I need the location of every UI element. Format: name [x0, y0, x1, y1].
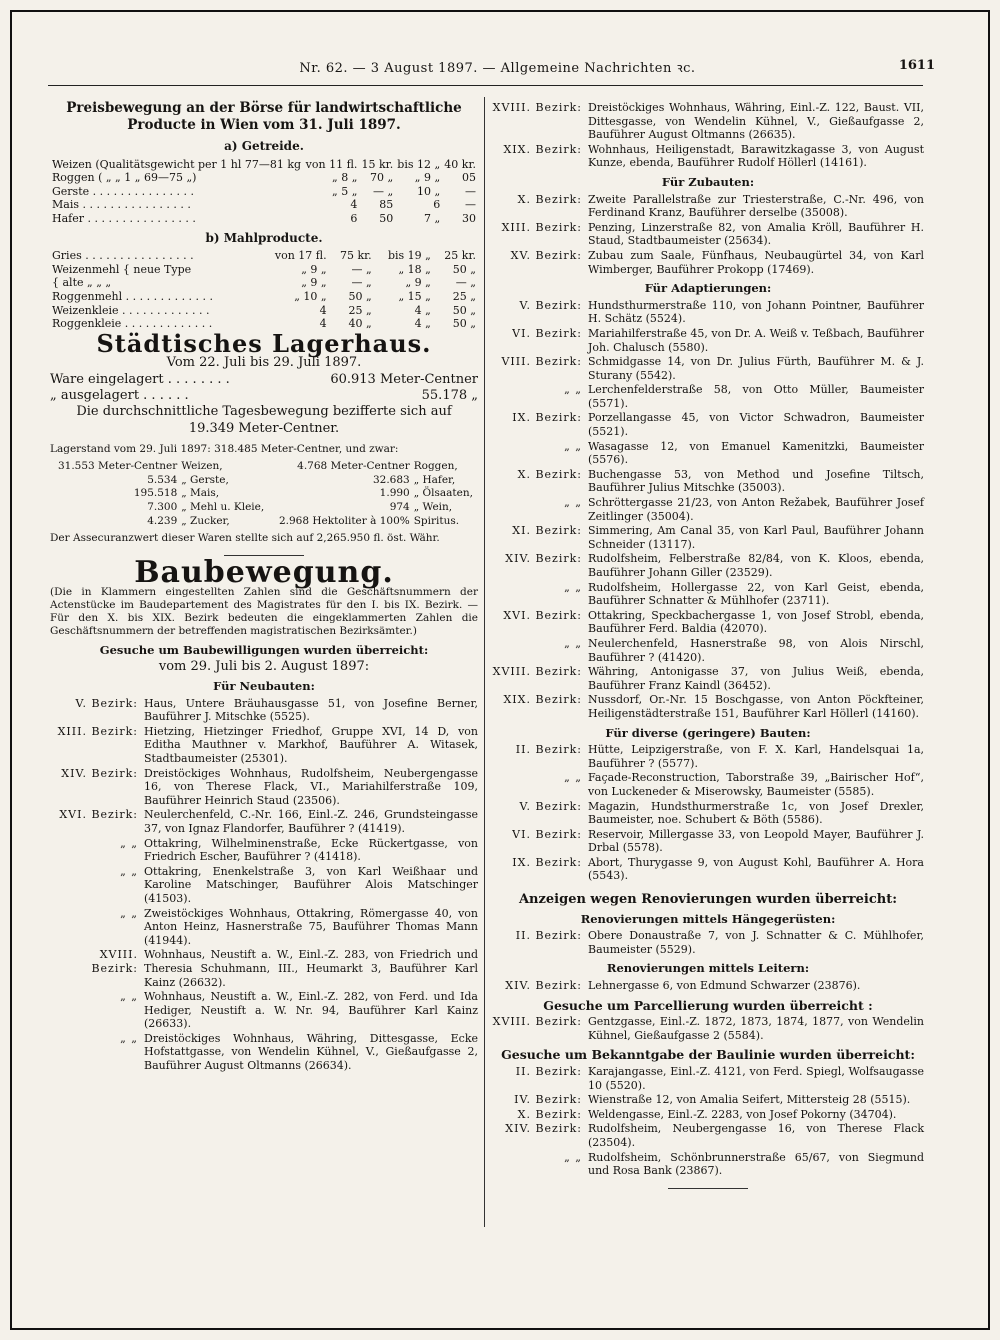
lagerstand-row: [50, 501, 478, 515]
price-value: — „: [373, 184, 394, 198]
page-number: 1611: [898, 58, 935, 73]
end-separator: [668, 1188, 748, 1189]
entry-text: Rudolfsheim, Hollergasse 22, von Karl Geist, ebenda, Bauführer Schnatter & Mühlhofer (23711).: [588, 580, 924, 608]
price-value: 75 kr.: [339, 249, 372, 263]
entry-district: XV. Bezirk:: [510, 248, 582, 262]
list-item: [492, 299, 924, 326]
price-value: „ 9 „: [301, 276, 327, 290]
entry-text: Porzellangasse 45, von Victor Schwadron, Baumeister (5521).: [588, 411, 924, 439]
list-item: [492, 743, 924, 770]
price-value: 10 „: [416, 184, 441, 198]
baulinie-heading: Gesuche um Bekanntgabe der Baulinie wurden überreicht:: [501, 1047, 915, 1063]
entry-text: Schröttergasse 21/23, von Anton Režabek, Bauführer Josef Zeitlinger (35004).: [588, 496, 924, 523]
entry-text: Wohnhaus, Neustift a. W., Einl.-Z. 282, von Ferd. und Ida Hediger, Neustift a. W. Nr. 94, Bauführer Karl Kainz (26633).: [144, 990, 478, 1031]
list-item: [492, 355, 924, 382]
price-value: „ 9 „: [405, 276, 431, 290]
price-value: 85: [379, 198, 394, 212]
entry-text: Rudolfsheim, Schönbrunnerstraße 65/67, von Siegmund und Rosa Bank (23867).: [588, 1150, 924, 1178]
entry-district: „ „: [120, 990, 138, 1004]
lager-good: Roggen,: [413, 460, 458, 473]
list-item: [50, 725, 478, 766]
price-name: Roggenkleie . . . . . . . . . . . . .: [52, 317, 213, 331]
entry-text: Dreistöckiges Wohnhaus, Währing, Einl.-Z. 122, Baust. VII, Dittesgasse, von Wendelin Kühnel, V., Gießaufgasse 2, Bauführer August Oltmanns (26635).: [588, 101, 924, 142]
price-row: [50, 263, 478, 277]
list-item: [492, 929, 924, 956]
price-value: „ 8 „: [332, 171, 358, 185]
entry-text: Obere Donaustraße 7, von J. Schnatter & C. Mühlhofer, Baumeister (5529).: [588, 929, 924, 956]
entry-text: Haus, Untere Bräuhausgasse 51, von Josefine Berner, Bauführer J. Mitschke (5525).: [144, 696, 478, 724]
list-item: [492, 468, 924, 495]
lager-good: „ Hafer,: [413, 473, 456, 486]
entry-district: XIV. Bezirk:: [61, 766, 138, 780]
entry-text: Façade-Reconstruction, Taborstraße 39, „Bairischer Hof“, von Luckeneder & Miserowsky, Baumeister (5585).: [588, 771, 924, 798]
leitern-list: [492, 979, 924, 993]
list-item: [492, 856, 924, 883]
entry-text: Nussdorf, Or.-Nr. 15 Boschgasse, von Anton Pöckfteiner, Heiligenstädterstraße 151, Bauführer Karl Höllerl (14160).: [588, 693, 924, 720]
entry-text: Abort, Thurygasse 9, von August Kohl, Bauführer A. Hora (5543).: [588, 855, 924, 883]
lager-good: Weizen,: [181, 460, 223, 473]
price-row: [50, 276, 478, 290]
parcellierung-list: [492, 1015, 924, 1042]
header-title: Nr. 62. — 3 August 1897. — Allgemeine Nachrichten ꝛc.: [299, 61, 696, 76]
entry-text: Hütte, Leipzigerstraße, von F. X. Karl, Handelsquai 1a, Bauführer ? (5577).: [588, 743, 924, 770]
lagerstand-row: [50, 460, 478, 474]
entry-text: Weldengasse, Einl.-Z. 2283, von Josef Pokorny (34704).: [588, 1107, 897, 1121]
entry-text: Wohnhaus, Neustift a. W., Einl.-Z. 283, von Friedrich und Theresia Schuhmann, III., Heumarkt 3, Bauführer Karl Kainz (26632).: [144, 948, 478, 989]
price-value: 4: [319, 317, 327, 331]
entry-district: XIV. Bezirk:: [505, 979, 582, 993]
entry-district: XI. Bezirk:: [512, 524, 582, 538]
bau-note: (Die in Klammern eingestellten Zahlen sind die Geschäftsnummern der Actenstücke im Baudepartement des Magistrates für den I. bis IX. Bezirk. — Für den X. bis XIX. Bezirk bedeuten die eingeklammerten Zahlen die Geschäftsnummern der betreffenden magistratischen Bezirksämter.): [50, 585, 478, 637]
entry-text: Wasagasse 12, von Emanuel Kamenitzki, Baumeister (5576).: [588, 439, 924, 467]
top-entries-list: [492, 101, 924, 170]
getreide-heading: a) Getreide.: [224, 139, 304, 153]
price-value: 4: [319, 303, 327, 317]
entry-text: Ottakring, Speckbachergasse 1, von Josef Strobl, ebenda, Bauführer Ferd. Baldia (42070).: [588, 608, 924, 636]
lager-good: „ Wein,: [413, 501, 453, 514]
entry-district: „ „: [564, 496, 582, 510]
list-item: [492, 524, 924, 551]
lagerstand-table: [50, 460, 478, 528]
lager-amount: 974: [389, 501, 410, 514]
baulinie-list: [492, 1065, 924, 1178]
price-name: Mais . . . . . . . . . . . . . . . .: [52, 198, 191, 212]
list-item: [50, 767, 478, 808]
price-name: Gries . . . . . . . . . . . . . . . .: [52, 249, 194, 263]
price-value: 50 „: [348, 289, 372, 303]
entry-text: Buchengasse 53, von Method und Josefine Tiltsch, Bauführer Julius Mitschke (35003).: [588, 467, 924, 495]
lager-amount: 7.300: [147, 501, 178, 514]
price-name: Weizenkleie . . . . . . . . . . . . .: [52, 303, 210, 317]
entry-district: II. Bezirk:: [515, 929, 582, 943]
entry-text: Lerchenfelderstraße 58, von Otto Müller, Baumeister (5571).: [588, 383, 924, 410]
ware-out-value: 55.178 „: [421, 387, 478, 403]
anzeigen-heading: Anzeigen wegen Renovierungen wurden überreicht:: [518, 892, 898, 908]
entry-district: „ „: [120, 906, 138, 920]
list-item: [492, 581, 924, 608]
right-column: [492, 100, 924, 1199]
list-item: [492, 1151, 924, 1178]
neubauten-list: [50, 697, 478, 1073]
adaptierungen-list: [492, 299, 924, 721]
parcellierung-heading: Gesuche um Parcellierung wurden überreicht :: [543, 997, 873, 1013]
entry-text: Simmering, Am Canal 35, von Karl Paul, Bauführer Johann Schneider (13117).: [588, 524, 924, 551]
entry-district: „ „: [120, 836, 138, 850]
list-item: [492, 637, 924, 664]
price-value: 6: [350, 211, 358, 225]
entry-district: VI. Bezirk:: [512, 827, 582, 841]
price-name: Weizenmehl { neue Type: [52, 262, 192, 276]
price-row: [50, 304, 478, 318]
entry-text: Dreistöckiges Wohnhaus, Rudolfsheim, Neubergengasse 16, von Therese Flack, VI., Mariahilferstraße 109, Bauführer Heinrich Staud (23506).: [144, 766, 478, 807]
list-item: [492, 1108, 924, 1122]
entry-district: „ „: [564, 439, 582, 453]
entry-district: „ „: [564, 636, 582, 650]
price-value: 7 „: [423, 211, 441, 225]
price-title-line1: Preisbewegung an der Börse für landwirtschaftliche: [66, 100, 462, 116]
entry-district: II. Bezirk:: [515, 1065, 582, 1078]
list-item: [492, 440, 924, 467]
entry-district: XVI. Bezirk:: [59, 808, 138, 822]
entry-district: V. Bezirk:: [75, 696, 138, 710]
entry-district: V. Bezirk:: [519, 298, 582, 312]
price-row: [50, 158, 478, 172]
entry-text: Schmidgasse 14, von Dr. Julius Fürth, Bauführer M. & J. Sturany (5542).: [588, 355, 924, 382]
mahl-heading: b) Mahlproducte.: [205, 230, 323, 245]
entry-district: „ „: [564, 771, 582, 785]
price-value: 70 „: [370, 171, 394, 185]
tages-line1: Die durchschnittliche Tagesbewegung bezifferte sich auf: [76, 404, 452, 420]
entry-text: Zweistöckiges Wohnhaus, Ottakring, Römergasse 40, von Anton Heinz, Hasnerstraße 75, Bauführer Thomas Mann (41944).: [144, 906, 478, 947]
baubewegung-title: Baubewegung.: [134, 555, 394, 591]
leitern-heading: Renovierungen mittels Leitern:: [606, 961, 810, 976]
lager-amount: 4.768 Meter-Centner: [297, 460, 410, 473]
lagerstand-row: [50, 487, 478, 501]
entry-district: X. Bezirk:: [517, 192, 582, 206]
lager-good: Spiritus.: [413, 514, 460, 527]
price-value: bis 19 „: [387, 249, 431, 263]
list-item: [492, 828, 924, 855]
list-item: [50, 907, 478, 948]
entry-text: Rudolfsheim, Felberstraße 82/84, von K. Kloos, ebenda, Bauführer Johann Giller (23529).: [588, 552, 924, 579]
entry-district: VIII. Bezirk:: [501, 355, 582, 369]
lager-amount: 195.518: [133, 487, 178, 500]
getreide-table: [50, 158, 478, 226]
entry-district: XVIII. Bezirk:: [492, 101, 582, 114]
price-value: „ 9 „: [301, 262, 327, 276]
entry-district: XIV. Bezirk:: [505, 552, 582, 566]
list-item: [492, 1015, 924, 1042]
price-value: von 17 fl.: [274, 249, 327, 263]
list-item: [50, 1032, 478, 1073]
entry-district: IV. Bezirk:: [514, 1093, 582, 1107]
list-item: [50, 865, 478, 906]
price-value: 50 „: [452, 317, 476, 331]
lager-good: „ Mais,: [181, 487, 220, 500]
lager-good: „ Mehl u. Kleie,: [181, 501, 265, 514]
ware-in-value: 60.913 Meter-Centner: [330, 371, 478, 387]
list-item: [492, 101, 924, 142]
list-item: [492, 693, 924, 720]
entry-district: II. Bezirk:: [515, 743, 582, 757]
list-item: [492, 249, 924, 276]
price-row: [50, 249, 478, 263]
list-item: [50, 697, 478, 724]
price-value: 40 kr.: [444, 157, 476, 171]
entry-text: Währing, Antonigasse 37, von Julius Weiß, ebenda, Bauführer Franz Kaindl (36452).: [588, 665, 924, 692]
entry-text: Mariahilferstraße 45, von Dr. A. Weiß v. Teßbach, Bauführer Joh. Chalusch (5580).: [588, 326, 924, 354]
entry-district: X. Bezirk:: [517, 1107, 582, 1121]
list-item: [492, 383, 924, 410]
price-value: 40 „: [348, 317, 372, 331]
price-value: bis 12 „: [397, 157, 441, 171]
entry-district: X. Bezirk:: [517, 467, 582, 481]
lagerstand-intro: Lagerstand vom 29. Juli 1897: 318.485 Meter-Centner, und zwar:: [50, 443, 399, 456]
price-value: 30: [462, 211, 476, 225]
entry-text: Hundsthurmerstraße 110, von Johann Pointner, Bauführer H. Schätz (5524).: [588, 298, 924, 326]
assecuranz: Der Assecuranzwert dieser Waren stellte sich auf 2,265.950 fl. öst. Währ.: [50, 532, 440, 545]
lager-amount: 32.683: [372, 473, 410, 486]
price-row: [50, 185, 478, 199]
price-value: — „: [455, 276, 476, 290]
entry-text: Wohnhaus, Heiligenstadt, Barawitzkagasse 3, von August Kunze, ebenda, Bauführer Rudolf Höllerl (14161).: [588, 142, 924, 170]
price-name: Roggenmehl . . . . . . . . . . . . .: [52, 289, 214, 303]
list-item: [492, 496, 924, 523]
ware-eingelagert: [50, 373, 478, 387]
lager-good: „ Gerste,: [181, 473, 229, 486]
entry-text: Reservoir, Millergasse 33, von Leopold Mayer, Bauführer J. Drbal (5578).: [588, 827, 924, 855]
diverse-heading: Für diverse (geringere) Bauten:: [605, 725, 811, 740]
price-value: 50 „: [452, 303, 476, 317]
entry-district: „ „: [120, 1031, 138, 1045]
list-item: [492, 979, 924, 993]
price-value: 05: [462, 171, 476, 185]
list-item: [492, 193, 924, 220]
tages-line2: 19.349 Meter-Centner.: [188, 420, 340, 436]
list-item: [492, 771, 924, 798]
price-title-line2: Producte in Wien vom 31. Juli 1897.: [127, 117, 401, 133]
price-value: „ 10 „: [294, 289, 327, 303]
ware-ausgelagert: [50, 389, 478, 403]
lager-amount: 31.553 Meter-Centner: [57, 460, 178, 473]
lagerhaus-period: Vom 22. Juli bis 29. Juli 1897.: [166, 355, 362, 371]
lager-good: „ Ölsaaten,: [413, 487, 473, 500]
header-rule: [48, 85, 923, 86]
list-item: [492, 1093, 924, 1107]
lager-good: „ Zucker,: [181, 514, 230, 527]
entry-district: „ „: [564, 580, 582, 594]
price-value: — „: [351, 276, 372, 290]
price-value: —: [465, 198, 476, 212]
price-value: —: [465, 184, 476, 198]
entry-district: „ „: [120, 864, 138, 878]
haengegerueste-list: [492, 929, 924, 956]
price-value: „ 9 „: [414, 171, 441, 185]
lager-amount: 2.968 Hektoliter à 100%: [278, 514, 410, 527]
entry-text: Zubau zum Saale, Fünfhaus, Neubaugürtel 34, von Karl Wimberger, Bauführer Prokopp (17469).: [588, 248, 924, 276]
price-value: 25 „: [452, 289, 476, 303]
diverse-list: [492, 743, 924, 883]
price-row: [50, 171, 478, 185]
list-item: [492, 665, 924, 692]
zubauten-heading: Für Zubauten:: [661, 174, 755, 189]
entry-district: XVIII. Bezirk:: [492, 665, 582, 679]
list-item: [492, 327, 924, 354]
list-item: [492, 1065, 924, 1092]
list-item: [50, 837, 478, 864]
lager-amount: 4.239: [147, 514, 178, 527]
entry-district: „ „: [564, 1150, 582, 1164]
price-value: „ 5 „: [332, 184, 358, 198]
entry-district: „ „: [564, 383, 582, 397]
price-value: 4: [350, 198, 358, 212]
price-title: [50, 100, 478, 134]
price-value: „ 15 „: [398, 289, 431, 303]
price-name: Hafer . . . . . . . . . . . . . . . .: [52, 211, 196, 225]
price-value: 25 „: [348, 303, 372, 317]
price-value: 15 kr.: [361, 157, 394, 171]
price-value: „ 18 „: [398, 262, 431, 276]
price-value: — „: [351, 262, 372, 276]
entry-district: XIII. Bezirk:: [501, 220, 582, 234]
entry-text: Penzing, Linzerstraße 82, von Amalia Kröll, Bauführer H. Staud, Stadtbaumeister (25634).: [588, 220, 924, 248]
entry-district: XVIII. Bezirk:: [492, 1015, 582, 1029]
list-item: [50, 808, 478, 835]
price-value: 6: [433, 198, 441, 212]
entry-district: V. Bezirk:: [519, 799, 582, 813]
price-name: Weizen (Qualitätsgewicht per 1 hl 77—81 kg: [52, 157, 302, 171]
lager-amount: 1.990: [379, 487, 410, 500]
lagerhaus-title: Städtisches Lagerhaus.: [96, 328, 432, 358]
entry-district: XIX. Bezirk:: [503, 693, 582, 707]
price-value: 25 kr.: [444, 249, 476, 263]
entry-text: Lehnergasse 6, von Edmund Schwarzer (23876).: [588, 979, 861, 993]
entry-district: IX. Bezirk:: [512, 411, 582, 425]
price-value: 4 „: [414, 303, 431, 317]
list-item: [492, 221, 924, 248]
lager-amount: 5.534: [147, 473, 178, 486]
gesuche-heading: Gesuche um Baubewilligungen wurden überreicht:: [99, 642, 429, 657]
list-item: [50, 990, 478, 1031]
price-value: 4 „: [414, 317, 431, 331]
entry-district: XIII. Bezirk:: [57, 724, 138, 738]
price-row: [50, 198, 478, 212]
entry-text: Magazin, Hundsthurmerstraße 1c, von Josef Drexler, Baumeister, noe. Schubert & Böth (5586).: [588, 799, 924, 827]
list-item: [492, 1122, 924, 1149]
lagerstand-row: [50, 474, 478, 488]
price-value: 50 „: [452, 262, 476, 276]
ware-in-label: Ware eingelagert . . . . . . . .: [50, 371, 230, 387]
list-item: [492, 552, 924, 579]
price-row: [50, 290, 478, 304]
entry-text: Neulerchenfeld, Hasnerstraße 98, von Alois Nirschl, Bauführer ? (41420).: [588, 636, 924, 664]
entry-text: Hietzing, Hietzinger Friedhof, Gruppe XVI, 14 D, von Editha Mauthner v. Markhof, Bauführer A. Witasek, Stadtbaumeister (25301).: [144, 724, 478, 765]
price-value: von 11 fl.: [305, 157, 358, 171]
list-item: [492, 143, 924, 170]
entry-district: XVI. Bezirk:: [503, 608, 582, 622]
entry-text: Dreistöckiges Wohnhaus, Währing, Dittesgasse, Ecke Hofstattgasse, von Wendelin Kühnel, V., Gießaufgasse 2, Bauführer August Oltmanns (26634).: [144, 1031, 478, 1073]
entry-text: Ottakring, Wilhelminenstraße, Ecke Rückertgasse, von Friedrich Escher, Bauführer ? (41418).: [144, 836, 478, 864]
price-name: Gerste . . . . . . . . . . . . . . .: [52, 184, 195, 198]
haengegerueste-heading: Renovierungen mittels Hängegerüsten:: [580, 911, 836, 926]
entry-text: Zweite Parallelstraße zur Triesterstraße, C.-Nr. 496, von Ferdinand Kranz, Bauführer derselbe (35008).: [588, 192, 924, 220]
ware-out-label: „ ausgelagert . . . . . .: [50, 387, 189, 403]
entry-district: XIX. Bezirk:: [503, 142, 582, 156]
entry-district: IX. Bezirk:: [512, 855, 582, 869]
gesuche-period: vom 29. Juli bis 2. August 1897:: [158, 659, 370, 675]
price-value: 50: [379, 211, 394, 225]
price-name: { alte „ „ „: [52, 276, 112, 290]
entry-district: VI. Bezirk:: [512, 326, 582, 340]
entry-text: Karajangasse, Einl.-Z. 4121, von Ferd. Spiegl, Wolfsaugasse 10 (5520).: [588, 1065, 924, 1092]
list-item: [492, 609, 924, 636]
entry-text: Rudolfsheim, Neubergengasse 16, von Therese Flack (23504).: [588, 1122, 924, 1149]
zubauten-list: [492, 193, 924, 277]
mahl-table: [50, 249, 478, 331]
page-header: [20, 58, 975, 78]
list-item: [492, 800, 924, 827]
list-item: [492, 411, 924, 438]
lagerstand-row: [50, 515, 478, 529]
entry-text: Gentzgasse, Einl.-Z. 1872, 1873, 1874, 1877, von Wendelin Kühnel, Gießaufgasse 2 (5584).: [588, 1015, 924, 1042]
neubauten-heading: Für Neubauten:: [213, 679, 315, 694]
left-column: [50, 100, 478, 1074]
entry-text: Neulerchenfeld, C.-Nr. 166, Einl.-Z. 246, Grundsteingasse 37, von Ignaz Flandorfer, Bauführer ? (41419).: [144, 808, 478, 835]
price-row: [50, 212, 478, 226]
list-item: [50, 948, 478, 989]
adaptierungen-heading: Für Adaptierungen:: [644, 281, 772, 296]
entry-text: Ottakring, Enenkelstraße 3, von Karl Weißhaar und Karoline Matschinger, Bauführer Alois Matschinger (41503).: [144, 864, 478, 905]
entry-district: XIV. Bezirk:: [505, 1122, 582, 1136]
column-divider: [484, 97, 485, 1227]
entry-text: Wienstraße 12, von Amalia Seifert, Mittersteig 28 (5515).: [588, 1093, 911, 1107]
entry-district: XVIII. Bezirk:: [91, 948, 138, 975]
price-name: Roggen ( „ „ 1 „ 69—75 „): [52, 171, 197, 185]
